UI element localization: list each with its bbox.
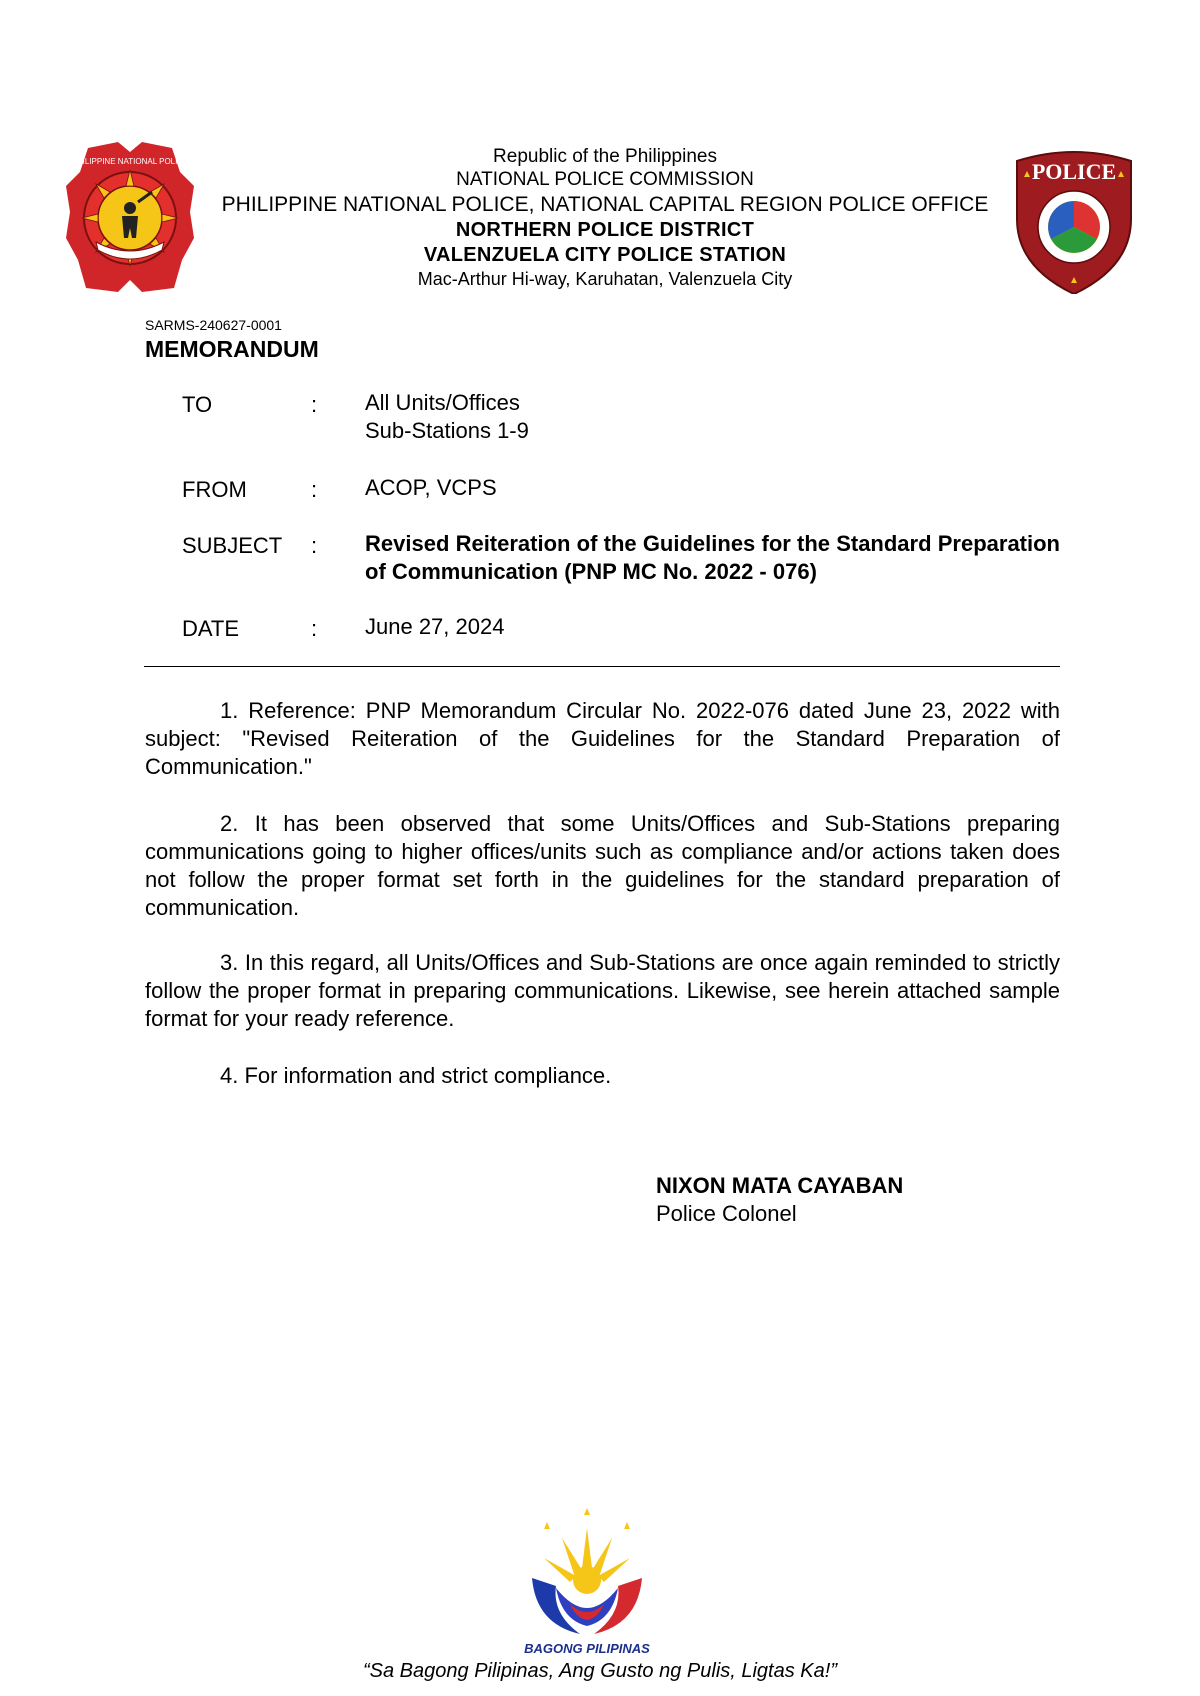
control-number: SARMS-240627-0001 bbox=[145, 317, 282, 333]
subject-colon: : bbox=[311, 533, 318, 558]
to-value-substations: Sub-Stations 1-9 bbox=[365, 418, 529, 443]
header-napolcom: NATIONAL POLICE COMMISSION bbox=[456, 169, 754, 190]
date-colon: : bbox=[311, 616, 318, 641]
paragraph-3: 3. In this regard, all Units/Offices and Sub-Stations are once again reminded to strictly follow the proper format in preparing communications. Likewise, see herein attached sample format for your ready reference. bbox=[145, 950, 1060, 1031]
bagong-pilipinas-logo-icon bbox=[522, 1508, 652, 1638]
from-colon: : bbox=[311, 477, 318, 502]
signatory-name: NIXON MATA CAYABAN bbox=[656, 1173, 904, 1198]
date-label: DATE bbox=[182, 616, 240, 641]
bagong-pilipinas-wordmark: BAGONG PILIPINAS bbox=[524, 1641, 650, 1656]
header-pnp-ncrpo: PHILIPPINE NATIONAL POLICE, NATIONAL CAPITAL REGION POLICE OFFICE bbox=[221, 193, 989, 216]
paragraph-1: 1. Reference: PNP Memorandum Circular No. 2022-076 dated June 23, 2022 with subject: "Revised Reiteration of the Guidelines for the Standard Preparation of Communication." bbox=[145, 698, 1060, 779]
subject-value: Revised Reiteration of the Guidelines for the Standard Preparation of Communication (PNP MC No. 2022 - 076) bbox=[365, 531, 1060, 584]
from-label: FROM bbox=[182, 477, 247, 502]
date-value: June 27, 2024 bbox=[365, 614, 505, 639]
svg-text:PHILIPPINE NATIONAL POLICE: PHILIPPINE NATIONAL POLICE bbox=[71, 157, 189, 166]
header-station: VALENZUELA CITY POLICE STATION bbox=[423, 244, 787, 266]
separator-line bbox=[144, 666, 1060, 667]
footer-tagline: “Sa Bagong Pilipinas, Ang Gusto ng Pulis, Ligtas Ka!” bbox=[363, 1660, 837, 1682]
pnp-seal-icon bbox=[66, 142, 194, 292]
police-badge-icon bbox=[1013, 149, 1135, 294]
svg-text:POLICE: POLICE bbox=[1031, 159, 1117, 184]
memo-title: MEMORANDUM bbox=[145, 336, 319, 362]
from-value: ACOP, VCPS bbox=[365, 475, 497, 500]
header-republic: Republic of the Philippines bbox=[493, 146, 717, 167]
header-address: Mac-Arthur Hi-way, Karuhatan, Valenzuela City bbox=[417, 269, 793, 289]
to-colon: : bbox=[311, 392, 318, 417]
subject-label: SUBJECT bbox=[182, 533, 283, 558]
paragraph-4: 4. For information and strict compliance. bbox=[220, 1063, 612, 1088]
paragraph-2: 2. It has been observed that some Units/Offices and Sub-Stations preparing communications going to higher offices/units such as compliance and/or actions taken does not follow the proper format set forth in the guidelines for the standard preparation of communication. bbox=[145, 811, 1060, 920]
to-value-units: All Units/Offices bbox=[365, 390, 520, 415]
header-district: NORTHERN POLICE DISTRICT bbox=[455, 219, 755, 241]
to-label: TO bbox=[182, 392, 213, 417]
signatory-rank: Police Colonel bbox=[656, 1201, 797, 1226]
